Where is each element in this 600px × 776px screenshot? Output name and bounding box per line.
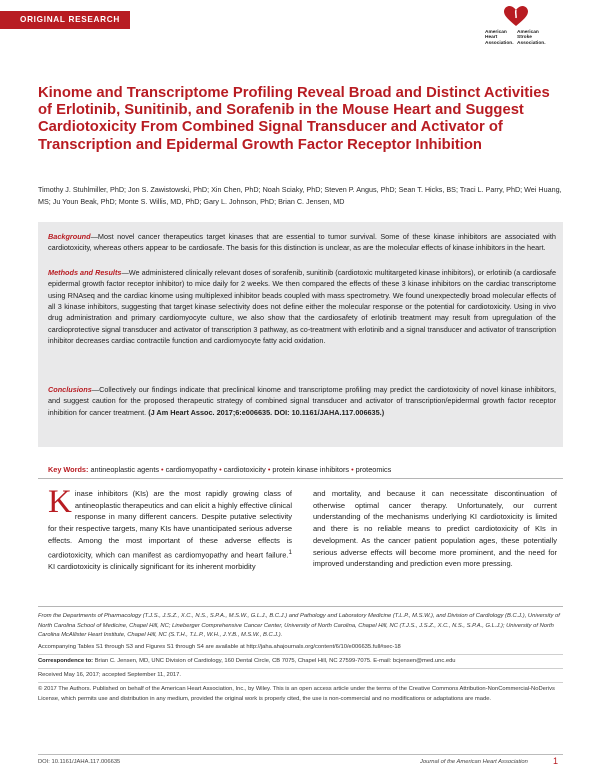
aha-asa-logo — [481, 5, 553, 53]
section-tag: ORIGINAL RESEARCH — [0, 11, 130, 29]
divider — [38, 682, 563, 683]
divider — [38, 478, 563, 479]
correspondence-text: Brian C. Jensen, MD, UNC Division of Cardiology, 160 Dental Circle, CB 7075, Chapel Hill, NC 27599-7075. E-mail: bcjensen@med.unc.edu — [93, 658, 456, 664]
citation: (J Am Heart Assoc. 2017;6:e006635. DOI: 10.1161/JAHA.117.006635.) — [148, 407, 385, 417]
received-dates: Received May 16, 2017; accepted September 11, 2017. — [38, 672, 181, 678]
supplement-note: Accompanying Tables S1 through S3 and Figures S1 through S4 are available at http://jaha.ahajournals.org/content/6/10/e006635.full#sec-18 — [38, 644, 401, 650]
asa-logo-text: American Stroke Association. — [517, 30, 546, 46]
methods-label: Methods and Results — [48, 268, 122, 277]
keyword[interactable]: cardiotoxicity — [223, 465, 266, 474]
aha-logo-text: American Heart Association. — [485, 30, 514, 46]
affiliations: From the Departments of Pharmacology (T.J.S., J.S.Z., X.C., N.S., S.P.A., M.S.W., G.L.J., B.C.J.) and Pathology and Laboratory Medicine (T.L.P., M.S.W.), and Division of Cardiology (B.C.J.), University of North Carolina School of Medicine, Chapel Hill, NC; Lineberger Comprehensive Cancer Center, University of North Carolina, Chapel Hill, NC (T.J.S., J.S.Z., X.C., N.S., S.P.A., G.L.J.); University of North Carolina McAllister Heart Institute, Chapel Hill, NC (S.T.H., T.L.P., W.H., J.Y.B., M.S.W., B.C.J.). — [38, 613, 560, 639]
license-note: © 2017 The Authors. Published on behalf of the American Heart Association, Inc., by Wiley. This is an open access article under the terms of the Creative Commons Attribution-NonCommercial-NoDerivs License, which permits use and distribution in any medium, provided the original work is properly cited, the use is non-commercial and no modifications or adaptations are made. — [38, 686, 555, 702]
page-number: 1 — [553, 756, 559, 766]
divider — [38, 668, 563, 669]
body-column-left: Kinase inhibitors (KIs) are the most rapidly growing class of antineoplastic therapeutics and can elicit a highly effective clinical response in many different cancers. Despite putative selectivity for their respective targets, many KIs have unanticipated serious adverse effects. Among the most important of these adverse effects is cardiotoxicity, which can manifest as cardiomyopathy and heart failure.$^1$ KI cardiotoxicity is clinically significant for its inherent morbidity — [48, 484, 292, 571]
abstract-methods — [48, 267, 556, 346]
abstract-box — [38, 222, 563, 447]
divider — [38, 754, 563, 755]
methods-text: —We administered clinically relevant doses of sorafenib, sunitinib (cardiotoxic multitargeted kinase inhibitors), or erlotinib (a cardiosafe epidermal growth factor receptor inhibitor) to mice daily for 2 weeks. We then compared the effects of these 3 kinase inhibitors on the cardiac transcriptome using RNAseq and the cardiac kinome using multiplexed inhibitor beads coupled with mass spectrometry. We found unexpectedly broad molecular effects of all 3 kinase inhibitors, suggesting that target kinase selectivity does not define either the molecular response or the potential for cardiotoxicity. Using in vivo drug administration and primary cardiomyocyte culture, we also show that the cardiosafety of erlotinib treatment may result from upregulation of the cardioprotective signal transducer and activator of transcription 3 pathway, as co-treatment with erlotinib and a signal transducer and activator of transcription inhibitor decreases cardiac contractile function and cardiomyocyte fatty acid oxidation. — [48, 268, 557, 346]
footer-journal: Journal of the American Heart Association — [420, 759, 528, 765]
correspondence-label: Correspondence to: — [38, 658, 94, 664]
divider — [38, 654, 563, 655]
article-title: Kinome and Transcriptome Profiling Reveal Broad and Distinct Activities of Erlotinib, Sunitinib, and Sorafenib in the Mouse Heart and Suggest Cardiotoxicity From Combined Signal Transducer and Activator of Transcription and Epidermal Growth Factor Receptor Inhibition — [38, 85, 550, 153]
conclusions-text: —Collectively our findings indicate that preclinical kinome and transcriptome profiling may predict the cardiotoxicity of novel kinase inhibitors, and suggest caution for the proposed therapeutic strategy of combined signal transducer and activator of transcription/epidermal growth factor receptor inhibition for cancer treatment. — [48, 385, 556, 417]
keyword[interactable]: cardiomyopathy — [165, 465, 218, 474]
reference-link[interactable]: 1 — [288, 548, 292, 556]
footer-doi[interactable]: DOI: 10.1161/JAHA.117.006635 — [38, 759, 121, 765]
correspondence — [38, 657, 563, 667]
keyword[interactable]: proteomics — [355, 465, 392, 474]
keywords-label: Key Words: — [48, 465, 89, 474]
keyword[interactable]: antineoplastic agents — [90, 465, 160, 474]
background-label: Background — [48, 232, 91, 241]
drop-cap: K — [48, 484, 72, 520]
author-list: Timothy J. Stuhlmiller, PhD; Jon S. Zawistowski, PhD; Xin Chen, PhD; Noah Sciaky, PhD; Steven P. Angus, PhD; Sean T. Hicks, BS; Traci L. Parry, PhD; Wei Huang, MS; Ju Youn Beak, PhD; Monte S. Willis, MD, PhD; Gary L. Johnson, PhD; Brian C. Jensen, MD — [38, 185, 562, 206]
keywords: Key Words: antineoplastic agents • cardiomyopathy • cardiotoxicity • protein kinase inhibitors • proteomics — [48, 465, 392, 474]
abstract-conclusions — [48, 384, 556, 418]
conclusions-label: Conclusions — [48, 385, 92, 394]
background-text: —Most novel cancer therapeutics target kinases that are essential to tumor survival. Some of these kinase inhibitors are associated with cardiotoxicity, whereas others appear to be cardiosafe. The basis for this distinction is unclear, as are the molecular effects of kinase inhibitors in the heart. — [48, 232, 556, 253]
keyword[interactable]: protein kinase inhibitors — [272, 465, 350, 474]
abstract-background — [48, 231, 556, 254]
divider — [38, 606, 563, 607]
heart-torch-icon — [503, 5, 529, 27]
body-column-right: and mortality, and because it can necessitate discontinuation of otherwise optimal cancer therapy. Unfortunately, our current understanding of the mechanisms underlying KI cardiotoxicity is limited and there is no reliable means to predict cardiotoxicity of KIs in development. As the cancer patient population ages, these potentially serious adverse effects will become more prominent, and the need for improved understanding and prediction even more pressing. — [313, 489, 557, 569]
